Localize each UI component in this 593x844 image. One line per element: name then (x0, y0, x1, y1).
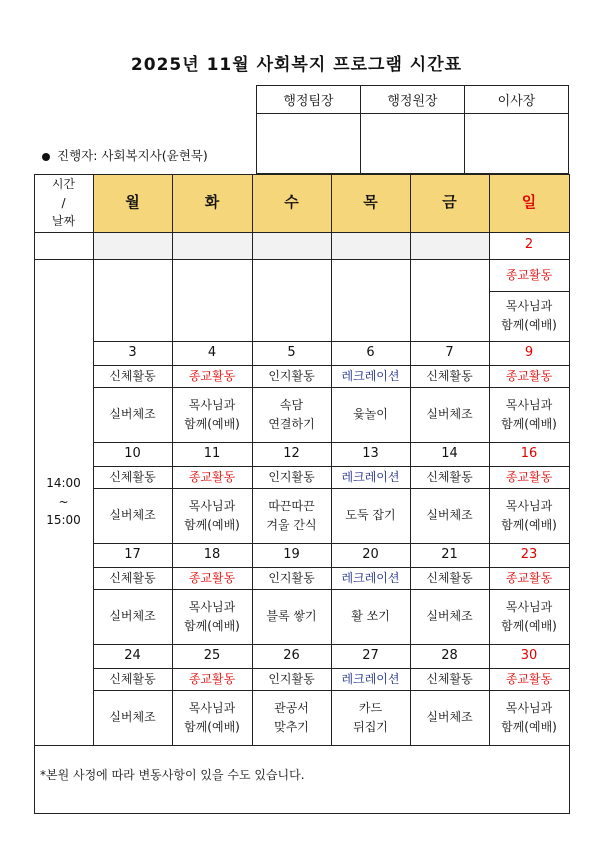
detail-cell: 따끈따끈 겨울 간식 (266, 498, 317, 532)
detail-cell: 실버체조 (426, 609, 473, 624)
date-cell: 30 (520, 647, 538, 663)
activity-cell: 인지활동 (268, 671, 315, 686)
date-cell: 26 (283, 647, 300, 663)
activity-cell: 레크레이션 (341, 671, 400, 686)
day-header-3: 목 (363, 193, 378, 212)
detail-cell: 윷놀이 (353, 407, 388, 422)
date-cell: 6 (366, 344, 375, 360)
bullet-icon (42, 153, 50, 161)
detail-cell: 실버체조 (426, 710, 473, 725)
detail-cell: 목사님과 함께(예배) (501, 397, 557, 431)
approval-label: 행정원장 (361, 86, 465, 114)
activity-cell: 레크레이션 (341, 570, 400, 585)
approval-signature-area (257, 114, 361, 174)
grid-line-horizontal (489, 291, 569, 292)
detail-cell: 목사님과 함께(예배) (184, 700, 240, 734)
detail-cell: 실버체조 (109, 710, 156, 725)
activity-cell: 인지활동 (268, 570, 315, 585)
detail-cell: 활 쏘기 (351, 609, 390, 624)
date-cell: 23 (520, 546, 538, 562)
detail-cell: 실버체조 (109, 407, 156, 422)
detail-cell: 관공서 맞추기 (274, 700, 309, 734)
detail-cell: 실버체조 (109, 609, 156, 624)
detail-cell: 속담 연결하기 (268, 397, 315, 431)
detail-cell: 실버체조 (109, 508, 156, 523)
footnote: *본원 사정에 따라 변동사항이 있을 수도 있습니다. (40, 768, 305, 782)
date-cell: 5 (287, 344, 296, 360)
date-cell: 19 (283, 546, 300, 562)
date-cell: 4 (207, 344, 217, 360)
detail-cell: 목사님과 함께(예배) (184, 498, 240, 532)
activity-cell: 종교활동 (505, 469, 553, 484)
activity-cell: 종교활동 (505, 368, 553, 383)
activity-cell: 신체활동 (426, 671, 473, 686)
detail-cell: 블록 쌓기 (266, 609, 317, 624)
approval-signature-area (465, 114, 569, 174)
activity-cell: 종교활동 (505, 671, 553, 686)
day-header-0: 월 (125, 193, 140, 212)
time-slot-label: 14:00 ~ 15:00 (46, 476, 81, 528)
date-cell: 9 (524, 344, 534, 360)
time-date-header: 시간 / 날짜 (51, 177, 76, 229)
detail-cell: 실버체조 (426, 508, 473, 523)
detail-cell: 목사님과 함께(예배) (184, 599, 240, 633)
detail-cell: 목사님과 함께(예배) (184, 397, 240, 431)
date-cell: 11 (203, 445, 221, 461)
date-cell: 12 (283, 445, 300, 461)
date-cell: 20 (362, 546, 379, 562)
date-cell: 7 (445, 344, 454, 360)
date-cell: 28 (441, 647, 458, 663)
activity-cell: 종교활동 (188, 368, 236, 383)
date-cell: 17 (124, 546, 141, 562)
approval-box (256, 85, 569, 174)
date-cell: 10 (124, 445, 141, 461)
presenter-line (42, 146, 208, 164)
activity-cell: 종교활동 (188, 469, 236, 484)
presenter-text: 진행자: 사회복지사(윤현묵) (57, 148, 208, 163)
date-cell: 18 (203, 546, 221, 562)
activity-cell: 인지활동 (268, 368, 315, 383)
detail-cell: 목사님과 함께(예배) (501, 599, 557, 633)
date-cell: 2 (524, 237, 534, 253)
detail-cell: 도둑 잡기 (345, 508, 396, 523)
activity-cell: 신체활동 (426, 368, 473, 383)
page-title: 2025년 11월 사회복지 프로그램 시간표 (130, 55, 463, 75)
activity-cell: 종교활동 (505, 570, 553, 585)
date-cell: 16 (520, 445, 538, 461)
approval-label: 행정팀장 (257, 86, 361, 114)
date-cell: 27 (362, 647, 379, 663)
date-cell: 13 (362, 445, 379, 461)
activity-cell: 신체활동 (109, 570, 156, 585)
grid-line-horizontal (34, 745, 570, 746)
activity-cell: 종교활동 (188, 671, 236, 686)
detail-cell: 카드 뒤집기 (353, 700, 388, 734)
activity-cell: 종교활동 (188, 570, 236, 585)
day-header-1: 화 (204, 193, 220, 212)
approval-signature-area (361, 114, 465, 174)
date-cell: 14 (441, 445, 458, 461)
date-cell: 3 (128, 344, 137, 360)
activity-cell: 신체활동 (109, 469, 156, 484)
activity-cell: 레크레이션 (341, 469, 400, 484)
date-cell: 25 (203, 647, 221, 663)
date-cell: 24 (124, 647, 141, 663)
activity-cell: 신체활동 (109, 671, 156, 686)
day-header-4: 금 (442, 193, 457, 212)
activity-cell: 신체활동 (426, 469, 473, 484)
detail-cell: 목사님과 함께(예배) (501, 299, 557, 332)
approval-label: 이사장 (465, 86, 569, 114)
day-header-2: 수 (284, 193, 299, 212)
activity-cell: 종교활동 (505, 267, 553, 282)
activity-cell: 레크레이션 (341, 368, 400, 383)
detail-cell: 목사님과 함께(예배) (501, 498, 557, 532)
day-header-5: 일 (521, 193, 537, 212)
activity-cell: 신체활동 (426, 570, 473, 585)
activity-cell: 신체활동 (109, 368, 156, 383)
activity-cell: 인지활동 (268, 469, 315, 484)
detail-cell: 목사님과 함께(예배) (501, 700, 557, 734)
date-cell: 21 (441, 546, 458, 562)
detail-cell: 실버체조 (426, 407, 473, 422)
